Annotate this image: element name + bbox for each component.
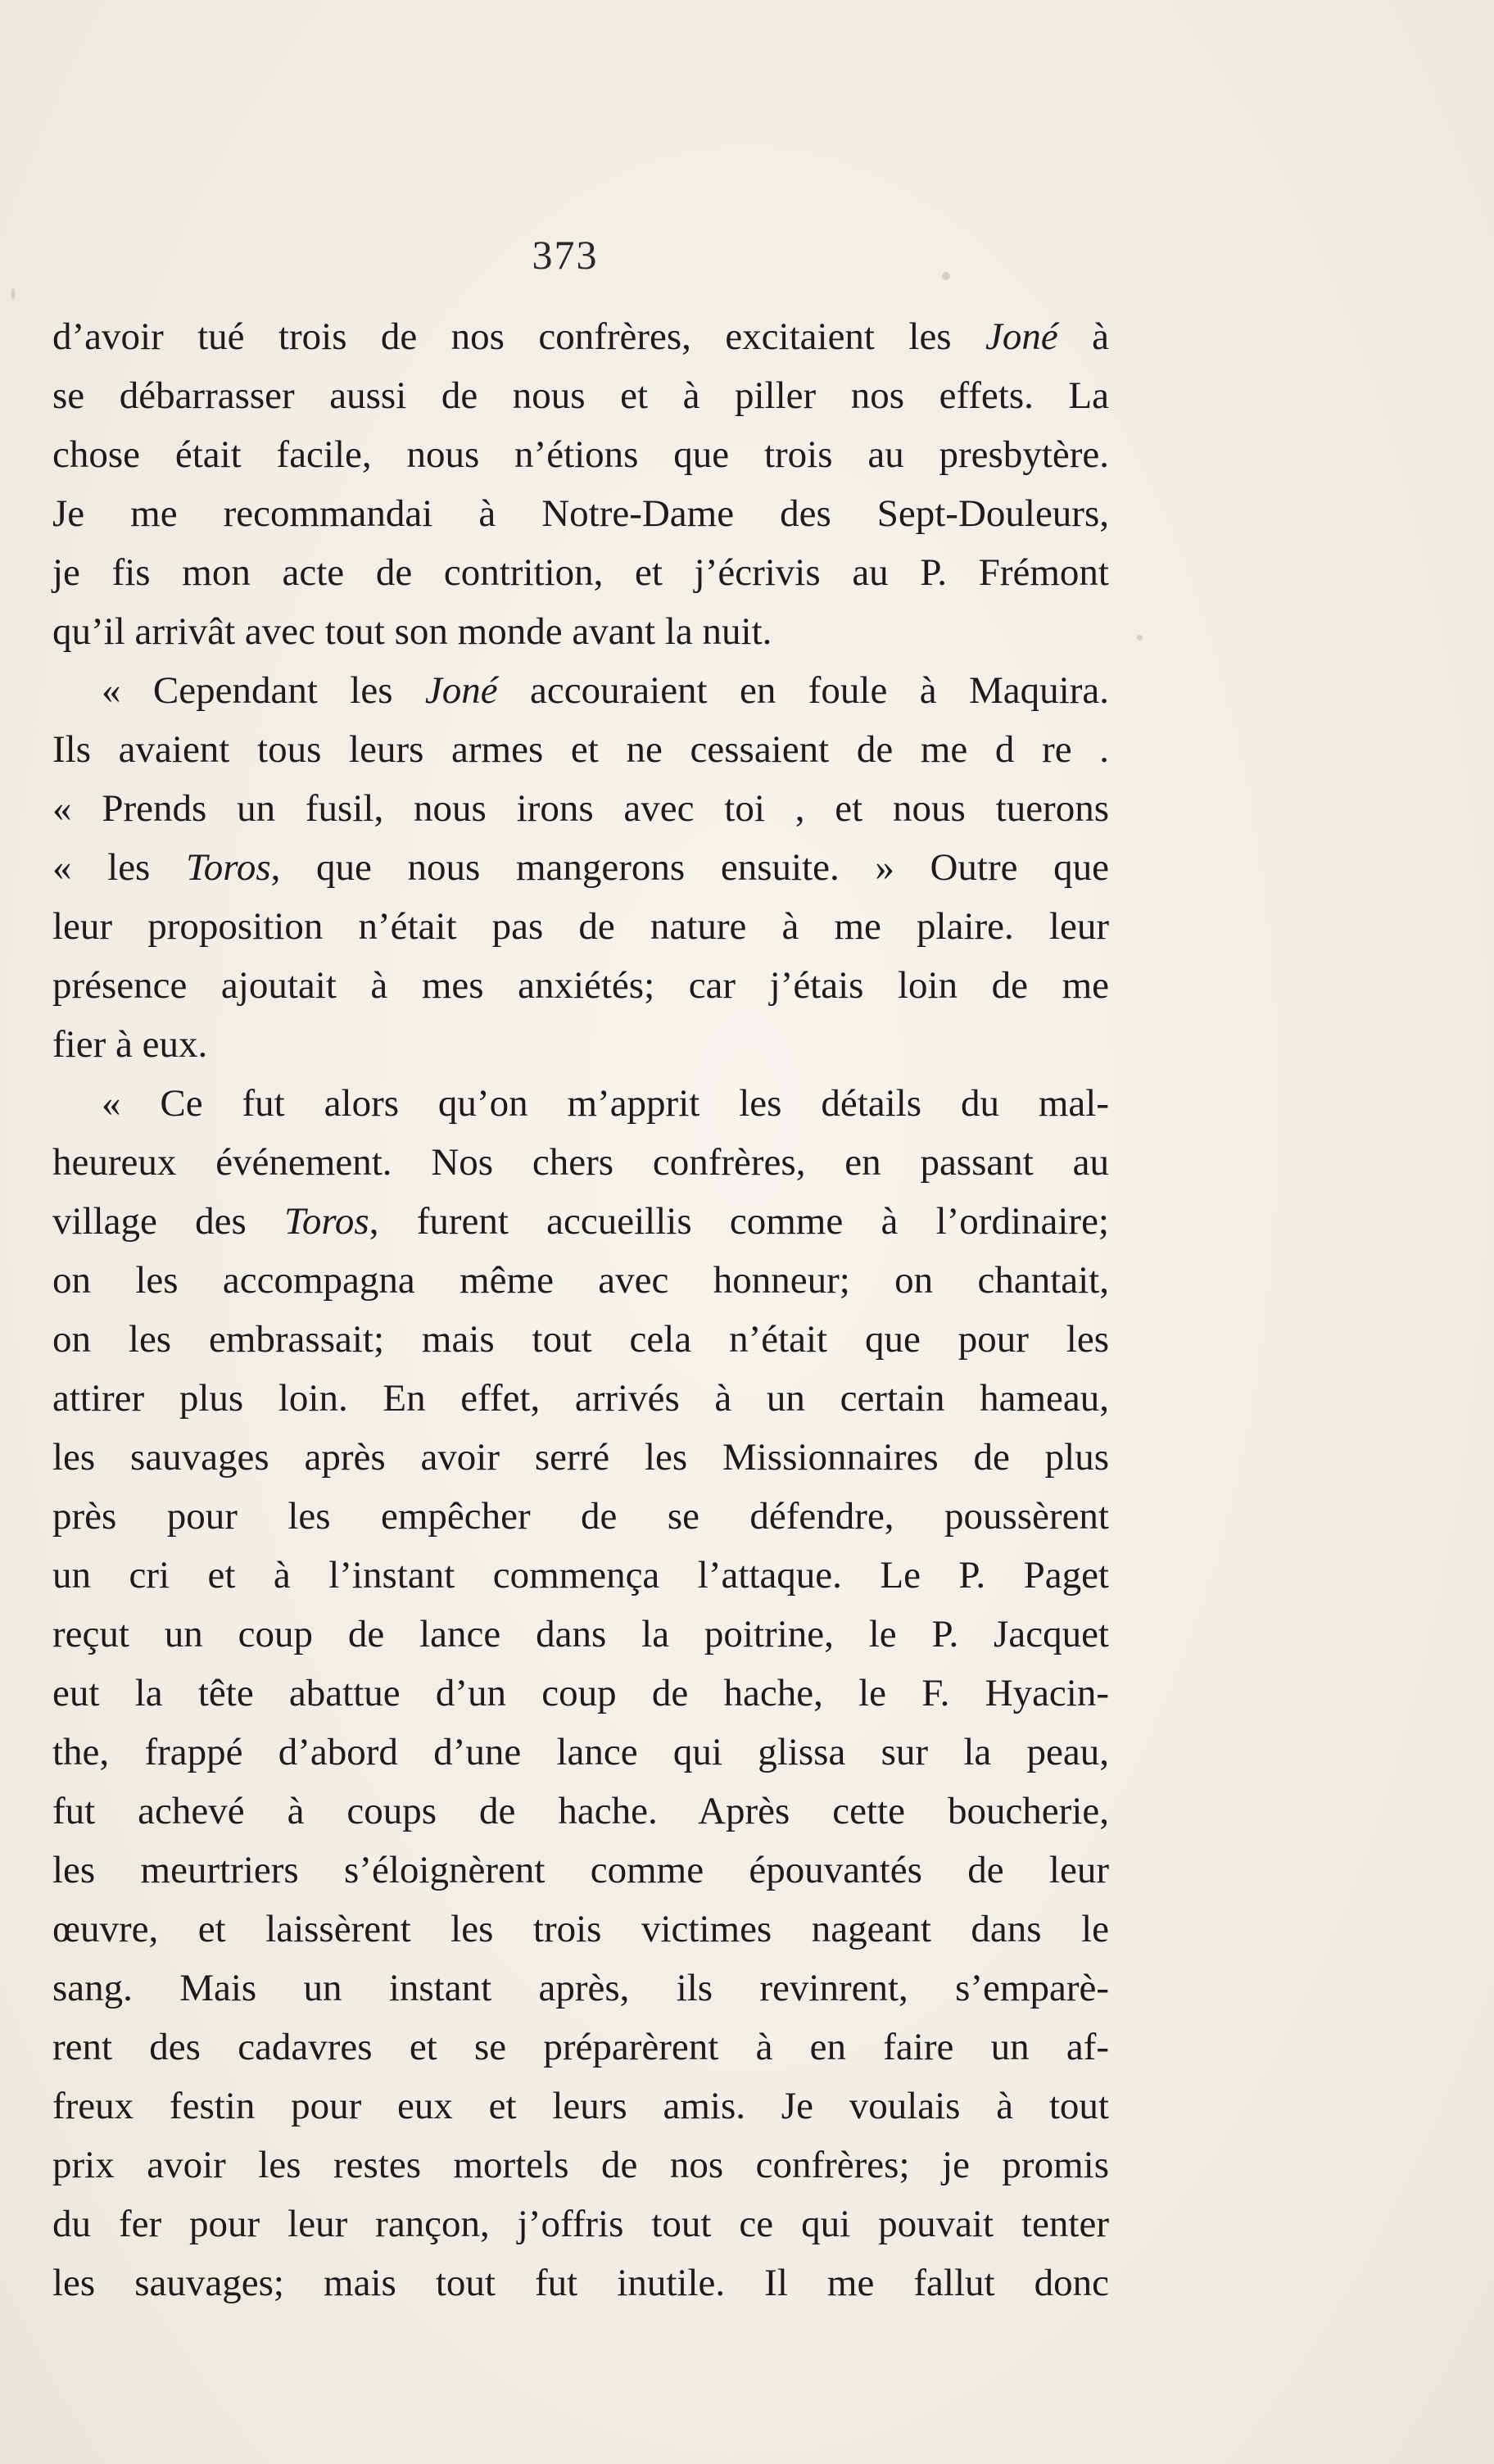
text-line bbox=[52, 838, 1109, 897]
text-line bbox=[52, 661, 1109, 720]
text-line bbox=[52, 956, 1109, 1015]
text-run: , furent accueillis comme à l’ordinaire; bbox=[369, 1200, 1109, 1243]
text-run: reçut un coup de lance dans la poitrine, le P. Jacquet bbox=[52, 1613, 1109, 1656]
text-run: the, frappé d’abord d’une lance qui glissa sur la peau, bbox=[52, 1731, 1109, 1773]
page-number: 373 bbox=[532, 232, 599, 278]
text-line bbox=[52, 1487, 1109, 1546]
text-line bbox=[52, 1251, 1109, 1310]
text-line bbox=[52, 1605, 1109, 1664]
text-run: Je me recommandai à Notre-Dame des Sept-Douleurs, bbox=[52, 492, 1109, 535]
paper-speck bbox=[1137, 635, 1143, 641]
text-run: je fis mon acte de contrition, et j’écrivis au P. Frémont bbox=[52, 551, 1109, 594]
text-line bbox=[52, 1428, 1109, 1487]
text-run: qu’il arrivât avec tout son monde avant la nuit. bbox=[52, 610, 772, 653]
text-run: d’avoir tué trois de nos confrères, excitaient les bbox=[52, 315, 985, 358]
text-line bbox=[52, 1900, 1109, 1959]
text-run: sang. Mais un instant après, ils revinrent, s’emparè- bbox=[52, 1967, 1109, 2009]
text-line bbox=[52, 1664, 1109, 1723]
text-run: on les embrassait; mais tout cela n’était que pour les bbox=[52, 1318, 1109, 1361]
text-line bbox=[52, 1310, 1109, 1369]
text-run: prix avoir les restes mortels de nos confrères; je promis bbox=[52, 2144, 1109, 2186]
text-line bbox=[52, 2136, 1109, 2194]
text-line bbox=[52, 2194, 1109, 2253]
text-run: se débarrasser aussi de nous et à piller nos effets. La bbox=[52, 374, 1109, 417]
text-line bbox=[52, 366, 1109, 425]
text-run: œuvre, et laissèrent les trois victimes nageant dans le bbox=[52, 1908, 1109, 1950]
text-run: eut la tête abattue d’un coup de hache, le F. Hyacin- bbox=[52, 1672, 1109, 1714]
text-run: « Ce fut alors qu’on m’apprit les détails du mal- bbox=[102, 1082, 1109, 1125]
body-text bbox=[52, 307, 1109, 2312]
text-run: « Cependant les bbox=[102, 669, 425, 712]
text-run: présence ajoutait à mes anxiétés; car j’étais loin de me bbox=[52, 964, 1109, 1007]
italic-text: Joné bbox=[424, 669, 498, 712]
text-run: à bbox=[1057, 315, 1109, 358]
text-line bbox=[52, 897, 1109, 956]
text-run: les sauvages; mais tout fut inutile. Il me fallut donc bbox=[52, 2262, 1109, 2304]
text-run: Ils avaient tous leurs armes et ne cessaient de me d re . bbox=[52, 728, 1109, 771]
text-run: accouraient en foule à Maquira. bbox=[497, 669, 1109, 712]
text-run: « les bbox=[52, 846, 186, 889]
text-run: du fer pour leur rançon, j’offris tout ce qui pouvait tenter bbox=[52, 2203, 1109, 2245]
text-line bbox=[52, 1782, 1109, 1841]
text-line bbox=[52, 1015, 1109, 1074]
text-run: un cri et à l’instant commença l’attaque. Le P. Paget bbox=[52, 1554, 1109, 1597]
italic-text: Joné bbox=[985, 315, 1058, 358]
text-run: heureux événement. Nos chers confrères, en passant au bbox=[52, 1141, 1109, 1184]
text-line bbox=[52, 543, 1109, 602]
text-line bbox=[52, 2018, 1109, 2077]
text-line bbox=[52, 307, 1109, 366]
text-run: « Prends un fusil, nous irons avec toi , et nous tuerons bbox=[52, 787, 1109, 830]
text-line bbox=[52, 1959, 1109, 2018]
text-line bbox=[52, 602, 1109, 661]
text-run: freux festin pour eux et leurs amis. Je voulais à tout bbox=[52, 2085, 1109, 2127]
text-run: les meurtriers s’éloignèrent comme épouvantés de leur bbox=[52, 1849, 1109, 1891]
text-run: fut achevé à coups de hache. Après cette boucherie, bbox=[52, 1790, 1109, 1832]
text-line bbox=[52, 2253, 1109, 2312]
text-run: fier à eux. bbox=[52, 1023, 208, 1066]
text-run: on les accompagna même avec honneur; on chantait, bbox=[52, 1259, 1109, 1302]
text-run: près pour les empêcher de se défendre, poussèrent bbox=[52, 1495, 1109, 1538]
text-line bbox=[52, 1723, 1109, 1782]
text-line bbox=[52, 1192, 1109, 1251]
text-line bbox=[52, 1133, 1109, 1192]
text-run: chose était facile, nous n’étions que trois au presbytère. bbox=[52, 433, 1109, 476]
paper-speck bbox=[11, 288, 15, 300]
text-line bbox=[52, 2077, 1109, 2136]
text-line bbox=[52, 484, 1109, 543]
text-run: rent des cadavres et se préparèrent à en faire un af- bbox=[52, 2026, 1109, 2068]
text-line bbox=[52, 1369, 1109, 1428]
text-line bbox=[52, 720, 1109, 779]
text-line bbox=[52, 1841, 1109, 1900]
text-line bbox=[52, 1546, 1109, 1605]
text-run: attirer plus loin. En effet, arrivés à un certain hameau, bbox=[52, 1377, 1109, 1420]
text-run: village des bbox=[52, 1200, 285, 1243]
italic-text: Toros bbox=[185, 846, 271, 889]
paper-speck bbox=[942, 272, 950, 280]
text-line bbox=[52, 1074, 1109, 1133]
text-line bbox=[52, 425, 1109, 484]
text-line bbox=[52, 779, 1109, 838]
text-run: les sauvages après avoir serré les Missionnaires de plus bbox=[52, 1436, 1109, 1479]
text-run: , que nous mangerons ensuite. » Outre que bbox=[270, 846, 1109, 889]
italic-text: Toros bbox=[284, 1200, 369, 1243]
text-run: leur proposition n’était pas de nature à me plaire. leur bbox=[52, 905, 1109, 948]
